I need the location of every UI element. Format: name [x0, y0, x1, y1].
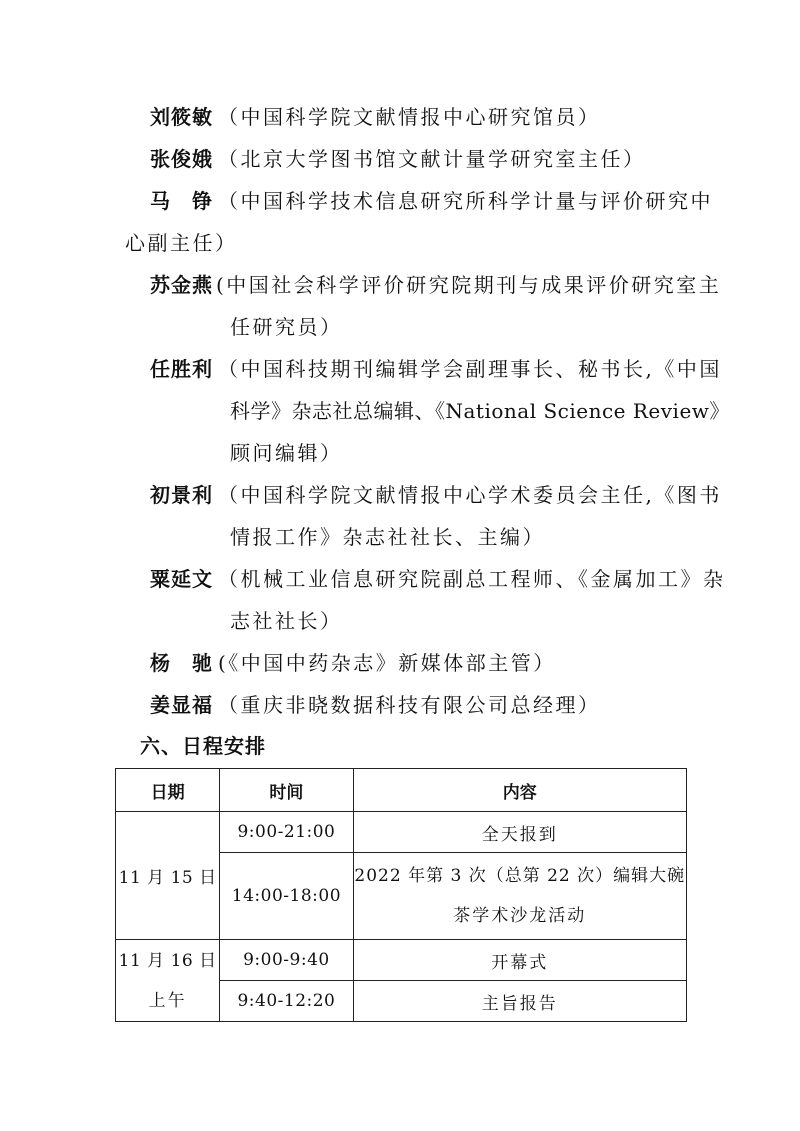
schedule-table — [115, 768, 687, 1022]
expert-desc: （重庆非晓数据科技有限公司总经理） — [218, 693, 601, 717]
expert-desc: (《中国中药杂志》新媒体部主管） — [218, 651, 556, 675]
expert-name: 刘筱敏 — [150, 105, 213, 129]
expert-name: 姜显福 — [150, 693, 213, 717]
date-line-2: 上午 — [148, 990, 187, 1011]
time-cell: 9:00-21:00 — [220, 812, 353, 853]
time-cell: 9:40-12:20 — [220, 981, 353, 1022]
expert-desc: （北京大学图书馆文献计量学研究室主任） — [218, 147, 646, 171]
expert-desc: (中国社会科学评价研究院期刊与成果评价研究室主 — [216, 273, 722, 297]
expert-desc: （中国科技期刊编辑学会副理事长、秘书长,《中国 — [218, 357, 722, 381]
expert-desc: （中国科学技术信息研究所科学计量与评价研究中 — [218, 189, 713, 213]
content-cell — [353, 853, 686, 940]
content-cell: 全天报到 — [353, 812, 686, 853]
expert-desc-cont: 志社社长） — [230, 609, 343, 633]
content-cell: 主旨报告 — [353, 981, 686, 1022]
expert-name: 马 铮 — [150, 189, 213, 213]
expert-name: 初景利 — [150, 483, 213, 507]
expert-desc-cont: 心副主任） — [125, 231, 238, 255]
content-cell: 开幕式 — [353, 940, 686, 981]
header-time: 时间 — [220, 769, 353, 812]
date-cell: 11 月 15 日 — [116, 812, 220, 940]
expert-name: 苏金燕 — [150, 273, 213, 297]
section-heading: 六、日程安排 — [140, 734, 266, 758]
expert-name: 张俊娥 — [150, 147, 213, 171]
expert-name: 任胜利 — [150, 357, 213, 381]
expert-desc: （中国科学院文献情报中心研究馆员） — [218, 105, 601, 129]
expert-name: 粟延文 — [150, 567, 213, 591]
expert-desc-cont: 情报工作》杂志社社长、主编） — [230, 525, 545, 549]
expert-desc-cont: 顾问编辑） — [230, 441, 343, 465]
header-date: 日期 — [116, 769, 220, 812]
expert-desc: （机械工业信息研究院副总工程师、《金属加工》杂 — [218, 567, 726, 591]
header-content: 内容 — [353, 769, 686, 812]
time-cell: 9:00-9:40 — [220, 940, 353, 981]
date-line-1: 11 月 16 日 — [118, 950, 217, 971]
time-cell: 14:00-18:00 — [220, 853, 353, 940]
expert-name: 杨 驰 — [150, 651, 213, 675]
content-line-1: 2022 年第 3 次（总第 22 次）编辑大碗 — [354, 866, 686, 886]
expert-desc-cont: 科学》杂志社总编辑、《National Science Review》 — [230, 399, 730, 423]
table-row — [116, 812, 687, 853]
date-cell — [116, 940, 220, 1022]
table-row — [116, 940, 687, 981]
expert-desc: （中国科学院文献情报中心学术委员会主任,《图书 — [218, 483, 722, 507]
expert-desc-cont: 任研究员） — [230, 315, 343, 339]
content-line-2: 茶学术沙龙活动 — [453, 906, 587, 926]
table-header-row — [116, 769, 687, 812]
